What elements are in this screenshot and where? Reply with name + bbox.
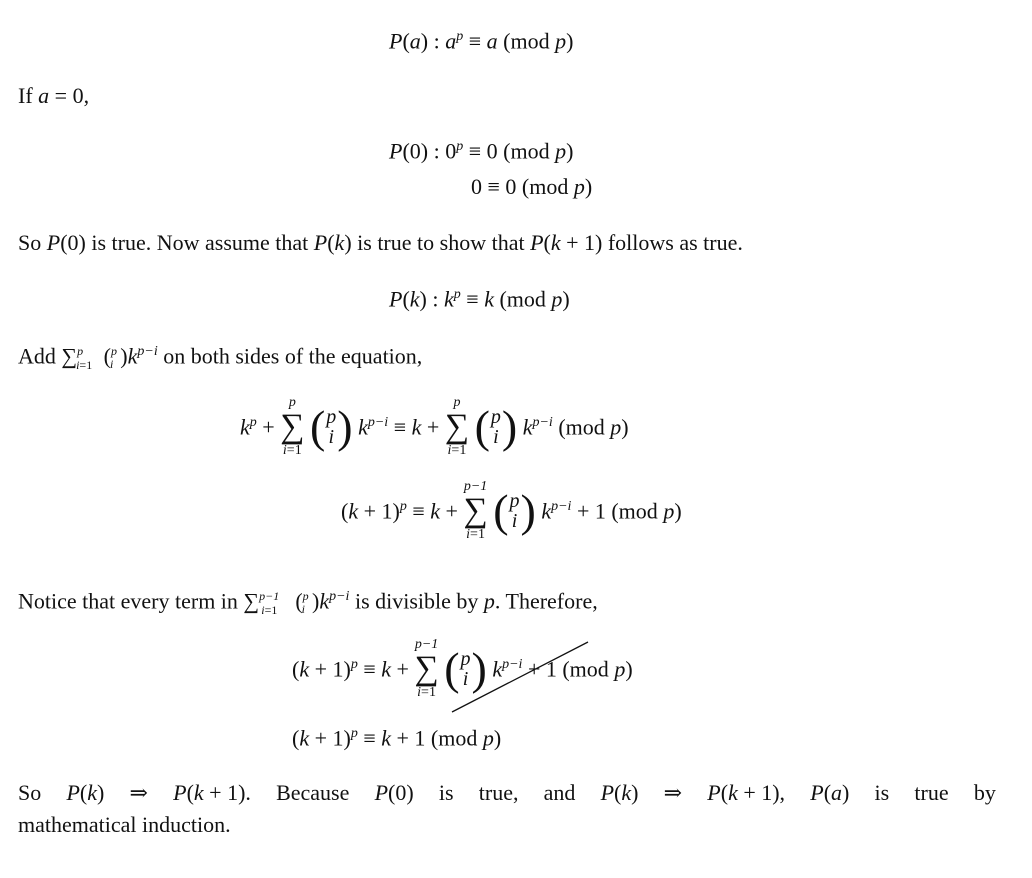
equation-pk: P(k) : $k^p \equiv k$ (mod p)	[389, 286, 570, 312]
equation-final: $(k + 1)^p \equiv k + 1$ (mod p)	[292, 725, 502, 751]
equation-p0: P(0) : $0^p \equiv 0$ (mod p)	[389, 138, 574, 164]
text-so-p0-true: So P(0) is true. Now assume that P(k) is true to show that P(k + 1) follows as true.	[18, 230, 743, 255]
equation-crossed-sum: $(k + 1)^p \equiv k$ + p−1 ∑ i=1 ( p i ) $k^{p-i} + 1$ (mod p)	[292, 637, 633, 700]
text-conclusion-2: mathematical induction.	[18, 812, 231, 837]
equation-pa: P(a) : $a^p \equiv a$ (mod p)	[389, 28, 574, 54]
text-add-sum: Add ∑$^p_{i=1}$ ($^p_i$ )$k^{p-i}$ on both sides of the equation,	[18, 343, 423, 373]
equation-k-plus-1-expanded: $(k + 1)^p \equiv k$ + p−1 ∑ i=1 ( p i ) $k^{p-i} + 1$ (mod p)	[341, 479, 682, 542]
equation-0-eq-0: 0 ≡ 0 (mod p)	[471, 174, 593, 199]
text-if-a-zero: If a = 0,	[18, 83, 90, 108]
text-notice-divisible: Notice that every term in ∑$^{p-1}_{i=1}$ ($^p_i$ )$k^{p-i}$ is divisible by p. Therefore,	[18, 588, 598, 618]
text-conclusion: So P(k) ⇒ P(k + 1). Because P(0) is true, and P(k) ⇒ P(k + 1), P(a) is true by	[18, 780, 996, 805]
equation-add-sum: $k^p$ + p ∑ i=1 ( p i ) $k^{p-i} \equiv k$ + p ∑ i=1 ( p i ) $k^{p-i}$ (mod p)	[240, 395, 629, 458]
